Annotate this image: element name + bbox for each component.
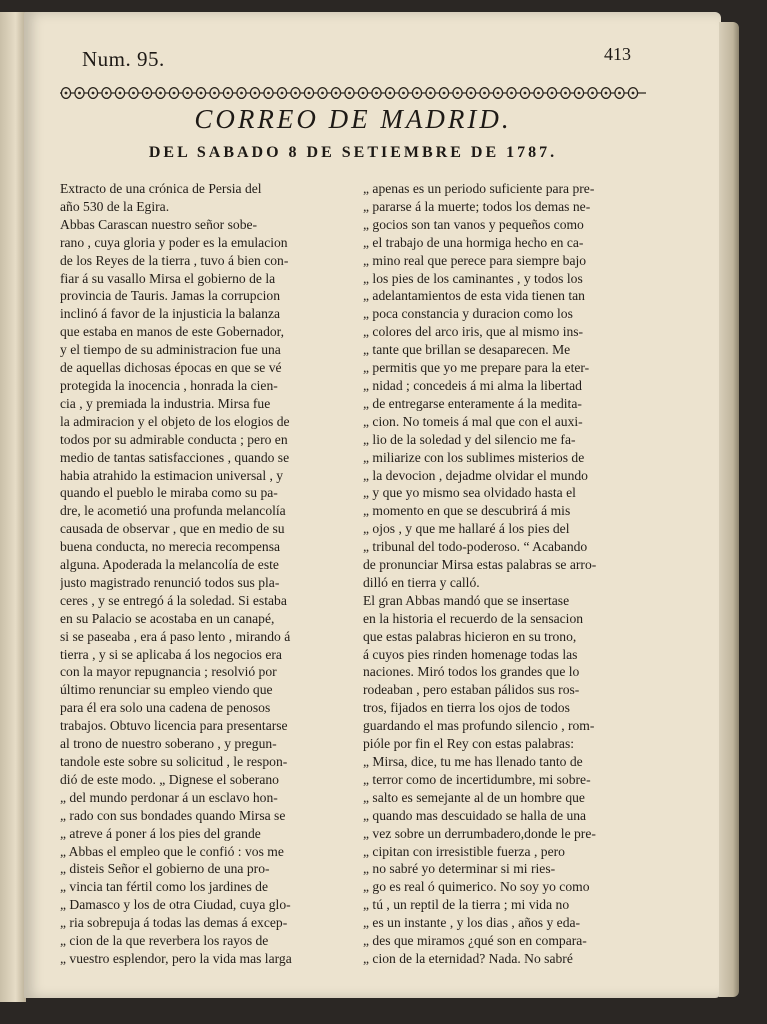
text-line: si se paseaba , era á paso lento , mirando á [60, 628, 291, 644]
text-line: Abbas Carascan nuestro señor sobe- [60, 216, 258, 232]
text-line: „ tú , un reptil de la tierra ; mi vida no [363, 897, 570, 913]
text-line: en la historia el recuerdo de la sensacion [363, 610, 584, 626]
text-line: cia , y premiada la industria. Mirsa fue [60, 395, 271, 411]
text-line: quando el pueblo le miraba como su pa- [60, 485, 278, 501]
page-edge [719, 22, 739, 997]
text-line: todos por su admirable conducta ; pero en [60, 431, 288, 447]
text-line: „ vuestro esplendor, pero la vida mas larga [60, 950, 292, 966]
text-line: justo magistrado renunció todos sus pla- [60, 574, 280, 590]
text-line: „ pararse á la muerte; todos los demas ne- [363, 198, 591, 214]
text-line: „ es un instante , y los dias , años y eda- [363, 915, 581, 931]
text-line: „ la devocion , dejadme olvidar el mundo [363, 467, 588, 483]
text-line: „ vez sobre un derrumbadero,donde le pre- [363, 825, 596, 841]
text-line: y el tiempo de su administracion fue una [60, 342, 281, 358]
newspaper-title: CORREO DE MADRID. [194, 104, 512, 134]
text-line: „ momento en que se descubrirá á mis [363, 503, 571, 519]
text-line: „ ojos , y que me hallaré á los pies del [363, 521, 570, 537]
text-line: de los Reyes de la tierra , tuvo á bien con- [60, 252, 289, 268]
text-line: „ poca constancia y duracion como los [363, 306, 573, 322]
ornament-divider [60, 84, 646, 102]
text-line: con la mayor repugnancia ; resolvió por [60, 664, 277, 680]
text-line: ceres , y se entregó á la soledad. Si estaba [60, 592, 287, 608]
issue-date: DEL SABADO 8 DE SETIEMBRE DE 1787. [148, 144, 558, 161]
text-line: al trono de nuestro soberano , y pregun- [60, 736, 277, 752]
text-line: „ el trabajo de una hormiga hecho en ca- [363, 234, 584, 250]
text-line: tierra , y si se aplicaba á los negocios era [60, 646, 282, 662]
text-line: naciones. Miró todos los grandes que lo [363, 664, 580, 680]
text-line: „ ria sobrepuja á todas las demas á excep- [60, 915, 288, 931]
text-line: año 530 de la Egira. [60, 198, 170, 214]
page-number: 413 [604, 44, 631, 64]
text-line: que estaba en manos de este Gobernador, [60, 324, 285, 340]
text-line: de aquellas dichosas épocas en que se vé [60, 360, 282, 376]
text-line: á cuyos pies rinden homenage todas las [363, 646, 578, 662]
text-line: „ quando mas descuidado se halla de una [363, 807, 587, 823]
text-line: „ tribunal del todo-poderoso. “ Acabando [363, 539, 588, 555]
text-line: „ go es real ó quimerico. No soy yo como [363, 879, 590, 895]
text-line: fiar á su vasallo Mirsa el gobierno de la [60, 270, 276, 286]
text-line: tros, fijados en tierra los ojos de todos [363, 700, 570, 716]
text-line: dilló en tierra y calló. [363, 574, 480, 590]
text-line: „ colores del arco iris, que al mismo ins- [363, 324, 584, 340]
text-line: „ Mirsa, dice, tu me has llenado tanto de [363, 754, 583, 769]
text-line: El gran Abbas mandó que se insertase [363, 592, 570, 608]
issue-number: Num. 95. [82, 47, 165, 71]
text-line: rano , cuya gloria y poder es la emulacion [60, 234, 288, 250]
text-line: „ adelantamientos de esta vida tienen tan [363, 288, 585, 304]
text-line: „ lio de la soledad y del silencio me fa- [363, 431, 576, 447]
text-line: dre, le acometió una profunda melancolía [60, 503, 286, 519]
text-line: „ Abbas el empleo que le confió : vos me [60, 843, 284, 859]
text-line: „ des que miramos ¿qué son en compara- [363, 933, 587, 949]
text-line: protegida la inocencia , honrada la cien- [60, 377, 278, 393]
text-line: „ terror como de incertidumbre, mi sobre- [363, 771, 591, 787]
text-line: „ disteis Señor el gobierno de una pro- [60, 861, 270, 877]
text-line: medio de tantas satisfacciones , quando se [60, 449, 290, 465]
text-line: dió de este modo. „ Dignese el soberano [60, 771, 279, 787]
text-line: la admiracion y el objeto de los elogios de [60, 413, 290, 429]
right-column [363, 180, 653, 968]
text-line: en su Palacio se acostaba en un canapé, [60, 610, 275, 626]
text-line: inclinó á favor de la injusticia la balanza [60, 306, 281, 322]
text-line: último renunciar su empleo viendo que [60, 682, 273, 698]
text-line: „ permitis que yo me prepare para la eter- [363, 360, 590, 376]
text-line: provincia de Tauris. Jamas la corrupcion [60, 288, 281, 304]
text-line: „ de entregarse enteramente á la medita- [363, 395, 582, 411]
text-line: tandole este sobre su solicitud , le respon- [60, 754, 288, 769]
text-line: rodeaban , pero estaban pálidos sus ros- [363, 682, 580, 698]
text-line: „ Damasco y los de otra Ciudad, cuya glo- [60, 897, 291, 913]
text-line: „ miliarize con los sublimes misterios de [363, 449, 585, 465]
text-line: Extracto de una crónica de Persia del [60, 181, 262, 196]
text-line: „ no sabré yo determinar si mi ries- [363, 861, 556, 877]
text-line: „ y que yo mismo sea olvidado hasta el [363, 485, 576, 501]
text-line: „ cion. No tomeis á mal que con el auxi- [363, 413, 583, 429]
text-line: „ los pies de los caminantes , y todos los [363, 270, 583, 286]
text-line: „ tante que brillan se desaparecen. Me [363, 342, 571, 358]
text-line: „ cion de la que reverbera los rayos de [60, 933, 269, 949]
text-line: „ rado con sus bondades quando Mirsa se [60, 807, 286, 823]
text-line: alguna. Apoderada la melancolía de este [60, 557, 279, 573]
text-line: „ cion de la eternidad? Nada. No sabré [363, 950, 573, 966]
text-line: „ salto es semejante al de un hombre que [363, 789, 585, 805]
text-line: buena conducta, no merecia recompensa [60, 539, 281, 555]
text-line: „ nidad ; concedeis á mi alma la libertad [363, 377, 582, 393]
text-line: habia atrahido la estimacion universal , y [60, 467, 284, 483]
text-line: „ atreve á poner á los pies del grande [60, 825, 261, 841]
text-line: causada de observar , que en medio de su [60, 521, 285, 537]
text-line: „ apenas es un periodo suficiente para pre- [363, 181, 595, 196]
text-line: de pronunciar Mirsa estas palabras se arro- [363, 557, 597, 573]
text-line: „ mino real que perece para siempre bajo [363, 252, 587, 268]
text-line: trabajos. Obtuvo licencia para presentarse [60, 718, 288, 734]
facing-page-edge [0, 12, 26, 1002]
text-line: „ gocios son tan vanos y pequeños como [363, 216, 584, 232]
text-line: „ vincia tan fértil como los jardines de [60, 879, 268, 895]
text-line: „ cipitan con irresistible fuerza , pero [363, 843, 565, 859]
text-line: guardando el mas profundo silencio , rom- [363, 718, 595, 734]
text-line: pióle por fin el Rey con estas palabras: [363, 736, 575, 752]
text-line: para él era solo una cadena de penosos [60, 700, 271, 716]
text-line: „ del mundo perdonar á un esclavo hon- [60, 789, 278, 805]
text-line: que estas palabras hicieron en su trono, [363, 628, 577, 644]
left-column [60, 180, 354, 968]
